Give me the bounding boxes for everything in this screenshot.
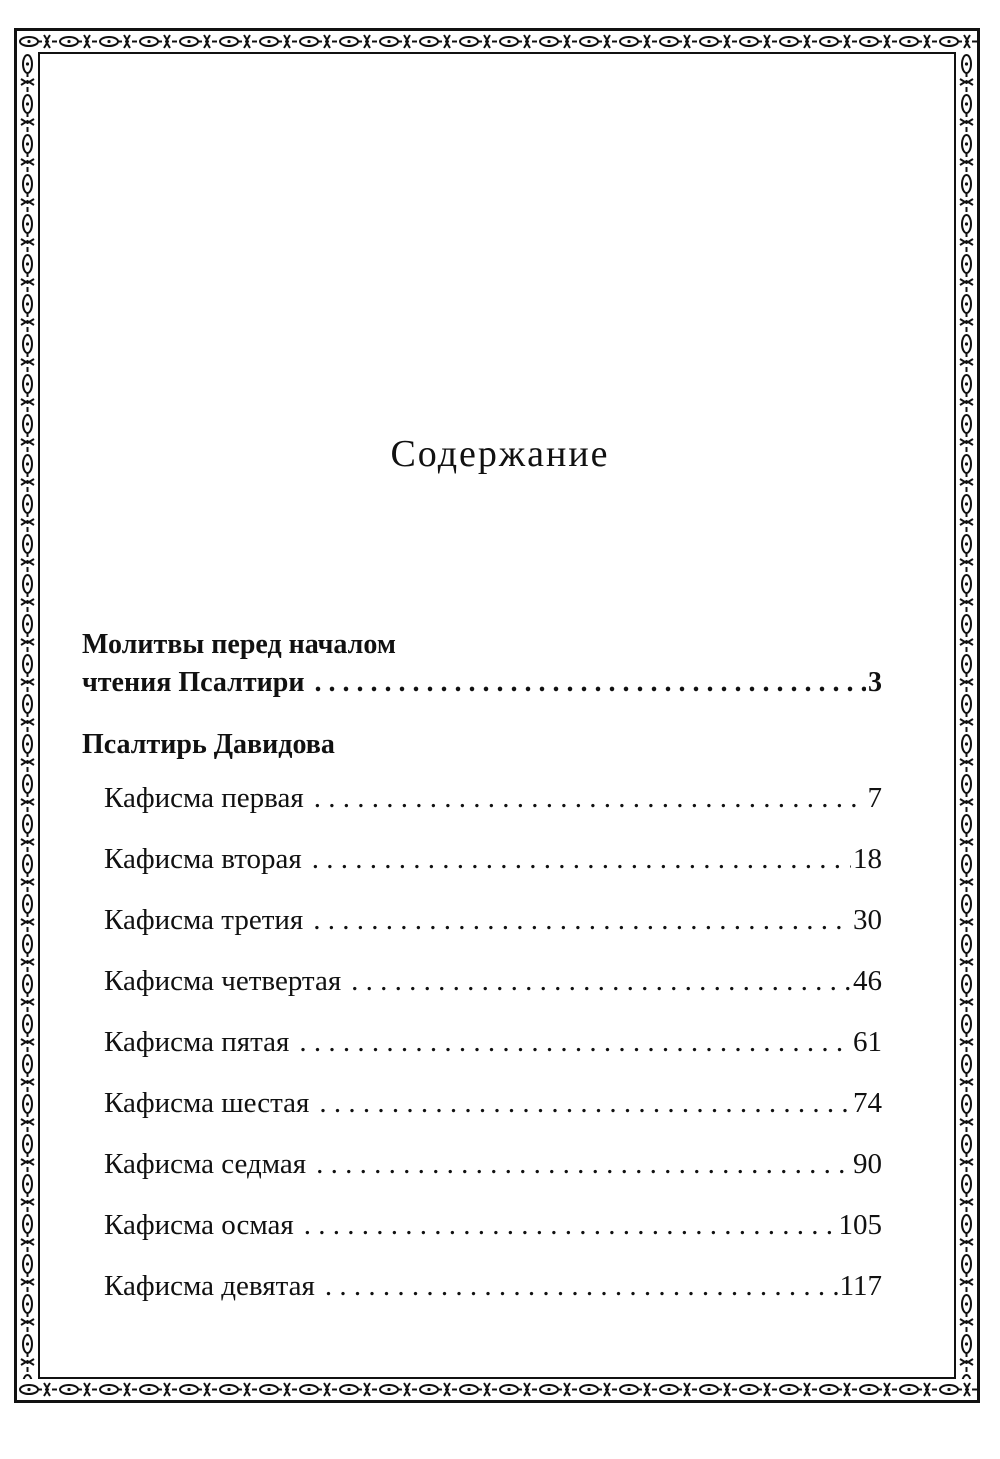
toc-entry-label: Кафисма четвертая [104, 965, 342, 997]
leader-dots [314, 664, 866, 702]
spacer [82, 702, 882, 726]
leader-dots [312, 829, 851, 890]
toc-entry-intro[interactable] [82, 664, 882, 702]
toc-entry-label: чтения Псалтири [82, 667, 305, 698]
toc-entry-page: 117 [839, 1270, 882, 1302]
toc-entry-page: 7 [867, 782, 882, 814]
toc-entry-page: 3 [868, 667, 882, 698]
ornament-band-bottom [17, 1379, 977, 1400]
leader-dots [314, 768, 866, 829]
leader-dots [316, 1134, 851, 1195]
toc-entry-label: Кафисма вторая [104, 843, 302, 875]
toc-entry[interactable] [104, 890, 882, 951]
leader-dots [351, 951, 851, 1012]
ornament-band-top [17, 31, 977, 52]
toc-entry-label: Кафисма шестая [104, 1087, 310, 1119]
toc-entry-page: 105 [838, 1209, 882, 1241]
toc-entry-label: Кафисма третия [104, 904, 304, 936]
toc-entry[interactable] [104, 1134, 882, 1195]
leader-dots [319, 1073, 851, 1134]
page-title: Содержание [390, 433, 610, 475]
toc-entry-page: 18 [853, 843, 882, 875]
toc-entry-page: 61 [853, 1026, 882, 1058]
toc-entry[interactable] [104, 1073, 882, 1134]
toc-kathisma-list [82, 768, 882, 1317]
toc-entry[interactable] [104, 1256, 882, 1317]
toc-entry-page: 90 [853, 1148, 882, 1180]
toc-entry-page: 46 [853, 965, 882, 997]
table-of-contents [82, 626, 882, 1317]
toc-entry-page: 30 [853, 904, 882, 936]
leader-dots [304, 1195, 837, 1256]
toc-entry-label: Кафисма осмая [104, 1209, 294, 1241]
toc-entry-label: Кафисма первая [104, 782, 304, 814]
toc-entry-label: Кафисма седмая [104, 1148, 307, 1180]
toc-entry[interactable] [104, 768, 882, 829]
ornament-band-right [956, 52, 977, 1379]
leader-dots [325, 1256, 838, 1317]
toc-entry[interactable] [104, 1195, 882, 1256]
toc-entry-label: Кафисма девятая [104, 1270, 315, 1302]
ornament-band-left [17, 52, 38, 1379]
toc-entry[interactable] [104, 829, 882, 890]
toc-entry[interactable] [104, 951, 882, 1012]
toc-entry-page: 74 [853, 1087, 882, 1119]
toc-intro-line1: Молитвы перед началом [82, 629, 396, 660]
leader-dots [313, 890, 851, 951]
toc-entry-label: Кафисма пятая [104, 1026, 290, 1058]
leader-dots [299, 1012, 851, 1073]
toc-section-title: Псалтирь Давидова [82, 729, 335, 760]
toc-entry[interactable] [104, 1012, 882, 1073]
